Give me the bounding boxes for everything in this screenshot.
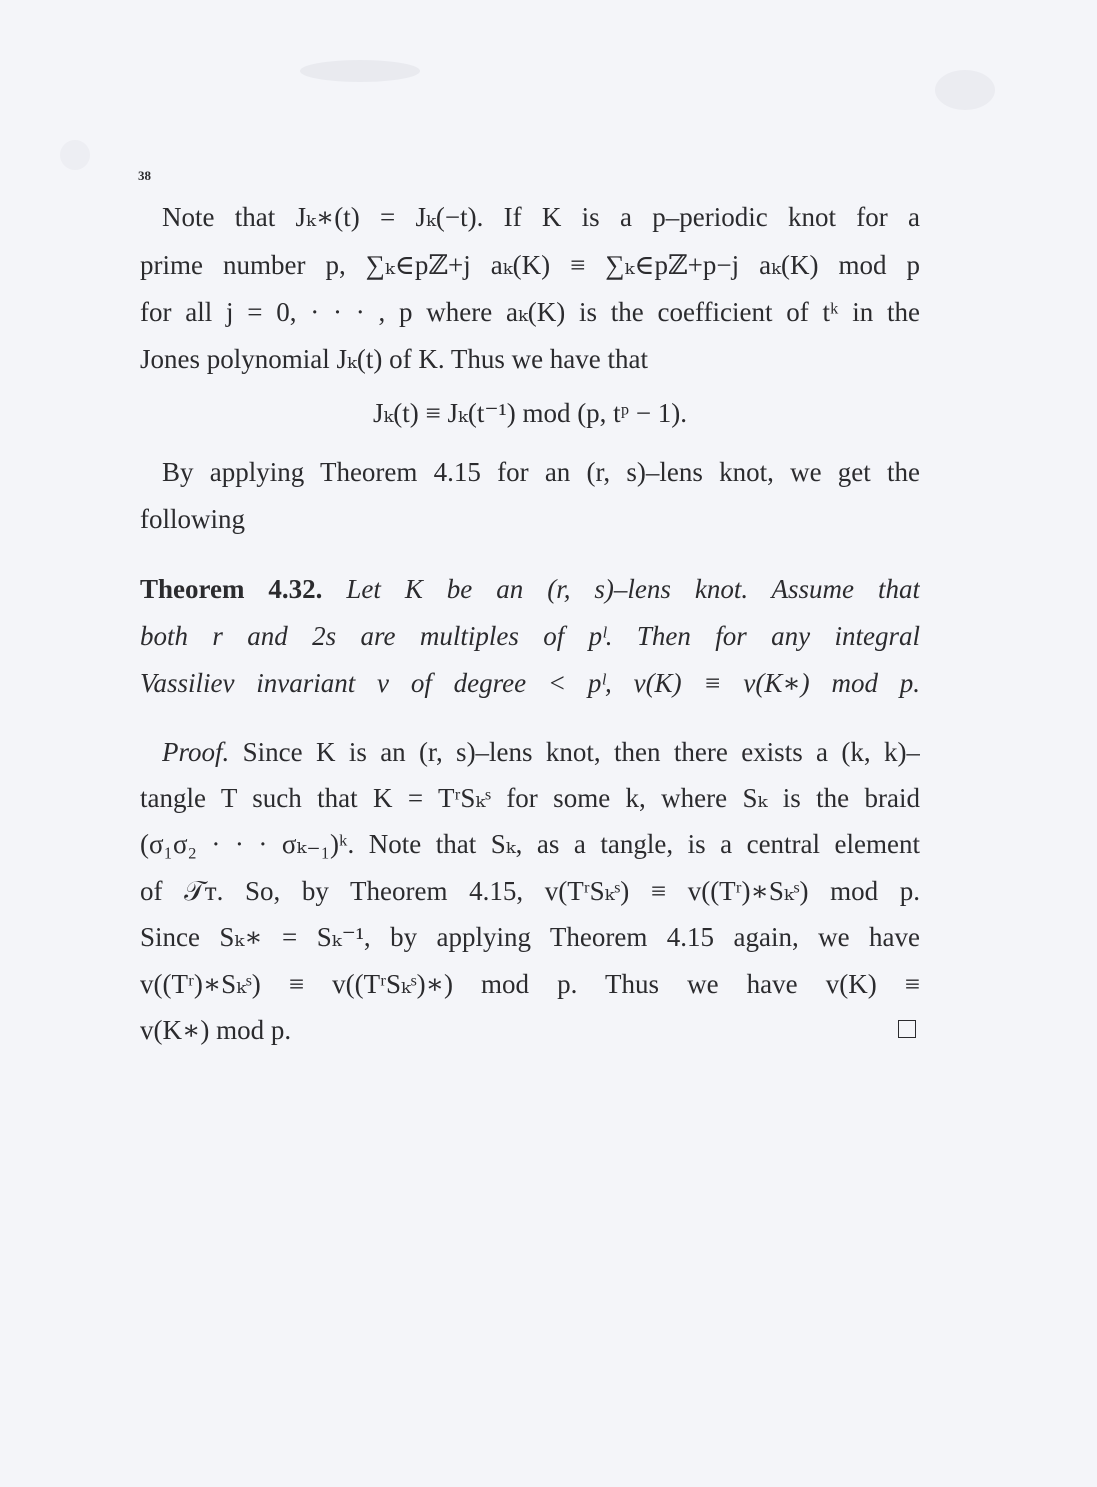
paragraph1-line-1: Note that Jₖ∗(t) = Jₖ(−t). If K is a p–periodic knot for a	[162, 202, 920, 232]
paragraph1-line-3: for all j = 0, · · · , p where aₖ(K) is the coefficient of tᵏ in the	[140, 297, 920, 327]
proof-line-4: of 𝒯ᴛ. So, by Theorem 4.15, v(TʳSₖˢ) ≡ v((Tʳ)∗Sₖˢ) mod p.	[140, 876, 920, 906]
scan-smudge	[935, 70, 995, 110]
theorem-line-2: both r and 2s are multiples of pˡ. Then for any integral	[140, 621, 920, 651]
proof-line-2: tangle T such that K = TʳSₖˢ for some k, where Sₖ is the braid	[140, 783, 920, 813]
paragraph2-line-1: By applying Theorem 4.15 for an (r, s)–lens knot, we get the	[162, 457, 920, 487]
page-number: 38	[138, 168, 151, 183]
display-equation: Jₖ(t) ≡ Jₖ(t⁻¹) mod (p, tᵖ − 1).	[372, 398, 688, 428]
scan-smudge	[60, 140, 90, 170]
paragraph1-line-2: prime number p, ∑ₖ∈pℤ+j aₖ(K) ≡ ∑ₖ∈pℤ+p−j aₖ(K) mod p	[140, 250, 920, 280]
proof-label: Proof.	[162, 737, 230, 767]
proof-line-1	[162, 737, 920, 767]
proof-line-7: v(K∗) mod p.	[140, 1015, 292, 1045]
theorem-line-1	[140, 574, 920, 604]
qed-square-icon	[898, 1020, 916, 1038]
proof-line-3: (σ₁σ₂ · · · σₖ₋₁)ᵏ. Note that Sₖ, as a tangle, is a central element	[140, 829, 920, 859]
theorem-line-3: Vassiliev invariant v of degree < pˡ, v(K) ≡ v(K∗) mod p.	[140, 668, 920, 698]
scan-smudge	[300, 60, 420, 82]
paragraph2-line-2: following	[140, 504, 245, 534]
proof-line-6: v((Tʳ)∗Sₖˢ) ≡ v((TʳSₖˢ)∗) mod p. Thus we have v(K) ≡	[140, 969, 920, 999]
paragraph1-line-4: Jones polynomial Jₖ(t) of K. Thus we have that	[140, 344, 649, 374]
proof-line-5: Since Sₖ∗ = Sₖ⁻¹, by applying Theorem 4.15 again, we have	[140, 922, 920, 952]
theorem-label: Theorem 4.32.	[140, 574, 323, 604]
theorem-text: Let K be an (r, s)–lens knot. Assume that	[346, 574, 920, 604]
proof-text: Since K is an (r, s)–lens knot, then there exists a (k, k)–	[242, 737, 920, 767]
